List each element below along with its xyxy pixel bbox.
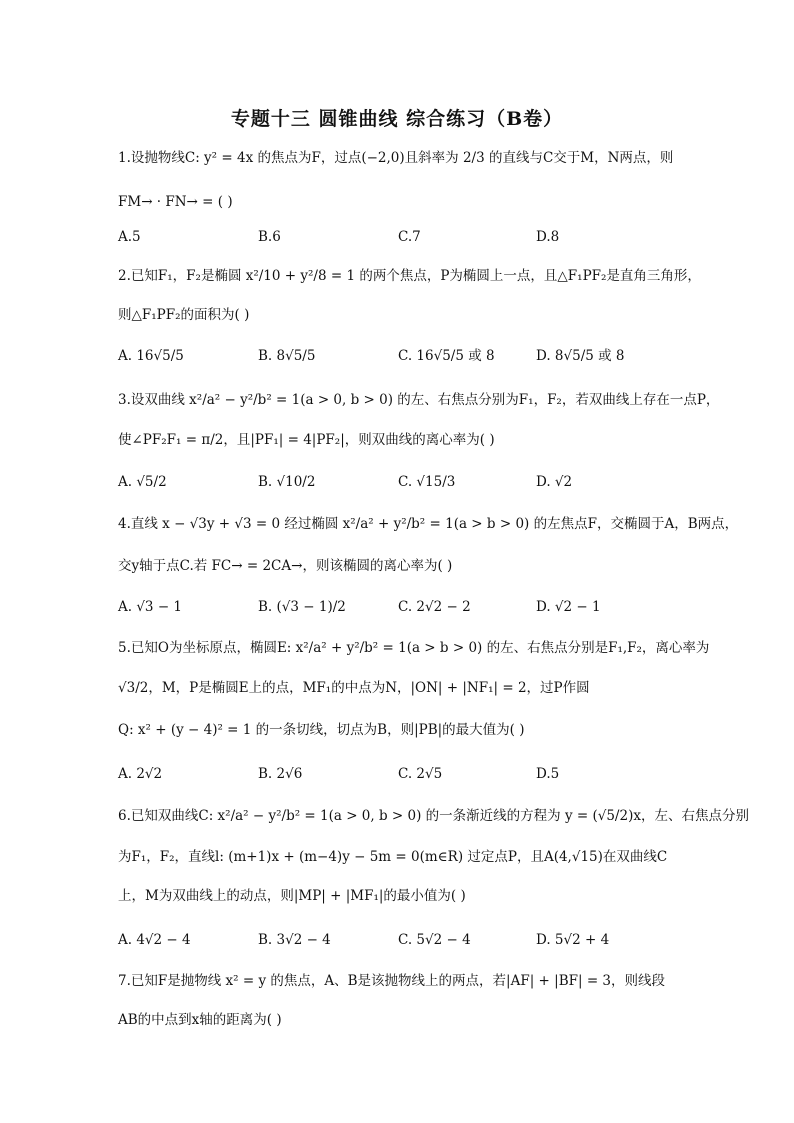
option-b: B. 3√2 − 4 bbox=[258, 932, 331, 948]
question-5-line-2: √3/2，M，P是椭圆E上的点，MF₁的中点为N，|ON| + |NF₁| = 2，过P作圆 bbox=[118, 680, 590, 696]
option-a: A. 2√2 bbox=[118, 766, 163, 782]
question-7-line-1: 7.已知F是抛物线 x² = y 的焦点，A、B是该抛物线上的两点，若|AF| + |BF| = 3，则线段 bbox=[118, 973, 666, 989]
option-c: C. 16√5/5 或 8 bbox=[398, 348, 495, 364]
option-d: D. 8√5/5 或 8 bbox=[536, 348, 625, 364]
question-4-line-1: 4.直线 x − √3y + √3 = 0 经过椭圆 x²/a² + y²/b² = 1(a > b > 0) 的左焦点F，交椭圆于A，B两点， bbox=[118, 516, 739, 532]
option-a: A. 16√5/5 bbox=[118, 348, 184, 364]
option-c: C. 5√2 − 4 bbox=[398, 932, 471, 948]
option-d: D.8 bbox=[536, 229, 560, 245]
page-title: 专题十三 圆锥曲线 综合练习（B卷） bbox=[230, 108, 564, 130]
option-c: C. √15/3 bbox=[398, 474, 456, 490]
option-c: C. 2√5 bbox=[398, 766, 443, 782]
question-6-line-1: 6.已知双曲线C: x²/a² − y²/b² = 1(a > 0, b > 0) 的一条渐近线的方程为 y = (√5/2)x，左、右焦点分别 bbox=[118, 808, 749, 824]
option-d: D. √2 − 1 bbox=[536, 599, 601, 615]
option-c: C. 2√2 − 2 bbox=[398, 599, 471, 615]
option-b: B.6 bbox=[258, 229, 281, 245]
question-5-line-3: Q: x² + (y − 4)² = 1 的一条切线，切点为B，则|PB|的最大值为( ) bbox=[118, 722, 525, 738]
option-d: D. 5√2 + 4 bbox=[536, 932, 610, 948]
question-3-line-2: 使∠PF₂F₁ = π/2，且|PF₁| = 4|PF₂|，则双曲线的离心率为( ) bbox=[118, 432, 495, 448]
option-a: A.5 bbox=[118, 229, 141, 245]
option-c: C.7 bbox=[398, 229, 421, 245]
option-b: B. 8√5/5 bbox=[258, 348, 316, 364]
question-7-line-2: AB的中点到x轴的距离为( ) bbox=[118, 1012, 282, 1028]
question-6-line-3: 上，M为双曲线上的动点，则|MP| + |MF₁|的最小值为( ) bbox=[118, 888, 466, 904]
question-2-line-2: 则△F₁PF₂的面积为( ) bbox=[118, 307, 250, 323]
option-a: A. 4√2 − 4 bbox=[118, 932, 191, 948]
question-3-line-1: 3.设双曲线 x²/a² − y²/b² = 1(a > 0, b > 0) 的左、右焦点分别为F₁，F₂，若双曲线上存在一点P， bbox=[118, 392, 720, 408]
option-a: A. √3 − 1 bbox=[118, 599, 183, 615]
option-b: B. √10/2 bbox=[258, 474, 316, 490]
question-1-line-1: 1.设抛物线C: y² = 4x 的焦点为F，过点(−2,0)且斜率为 2/3 的直线与C交于M，N两点，则 bbox=[118, 150, 674, 166]
question-2-line-1: 2.已知F₁，F₂是椭圆 x²/10 + y²/8 = 1 的两个焦点，P为椭圆上一点，且△F₁PF₂是直角三角形， bbox=[118, 268, 701, 284]
question-4-line-2: 交y轴于点C.若 FC→ = 2CA→，则该椭圆的离心率为( ) bbox=[118, 558, 453, 574]
option-b: B. (√3 − 1)/2 bbox=[258, 599, 346, 615]
option-a: A. √5/2 bbox=[118, 474, 167, 490]
option-b: B. 2√6 bbox=[258, 766, 303, 782]
question-5-line-1: 5.已知O为坐标原点，椭圆E: x²/a² + y²/b² = 1(a > b > 0) 的左、右焦点分别是F₁,F₂，离心率为 bbox=[118, 640, 710, 656]
question-6-line-2: 为F₁，F₂，直线l: (m+1)x + (m−4)y − 5m = 0(m∈R) 过定点P，且A(4,√15)在双曲线C bbox=[118, 849, 668, 865]
option-d: D.5 bbox=[536, 766, 560, 782]
question-1-line-2: FM→ · FN→ = ( ) bbox=[118, 194, 233, 210]
option-d: D. √2 bbox=[536, 474, 573, 490]
